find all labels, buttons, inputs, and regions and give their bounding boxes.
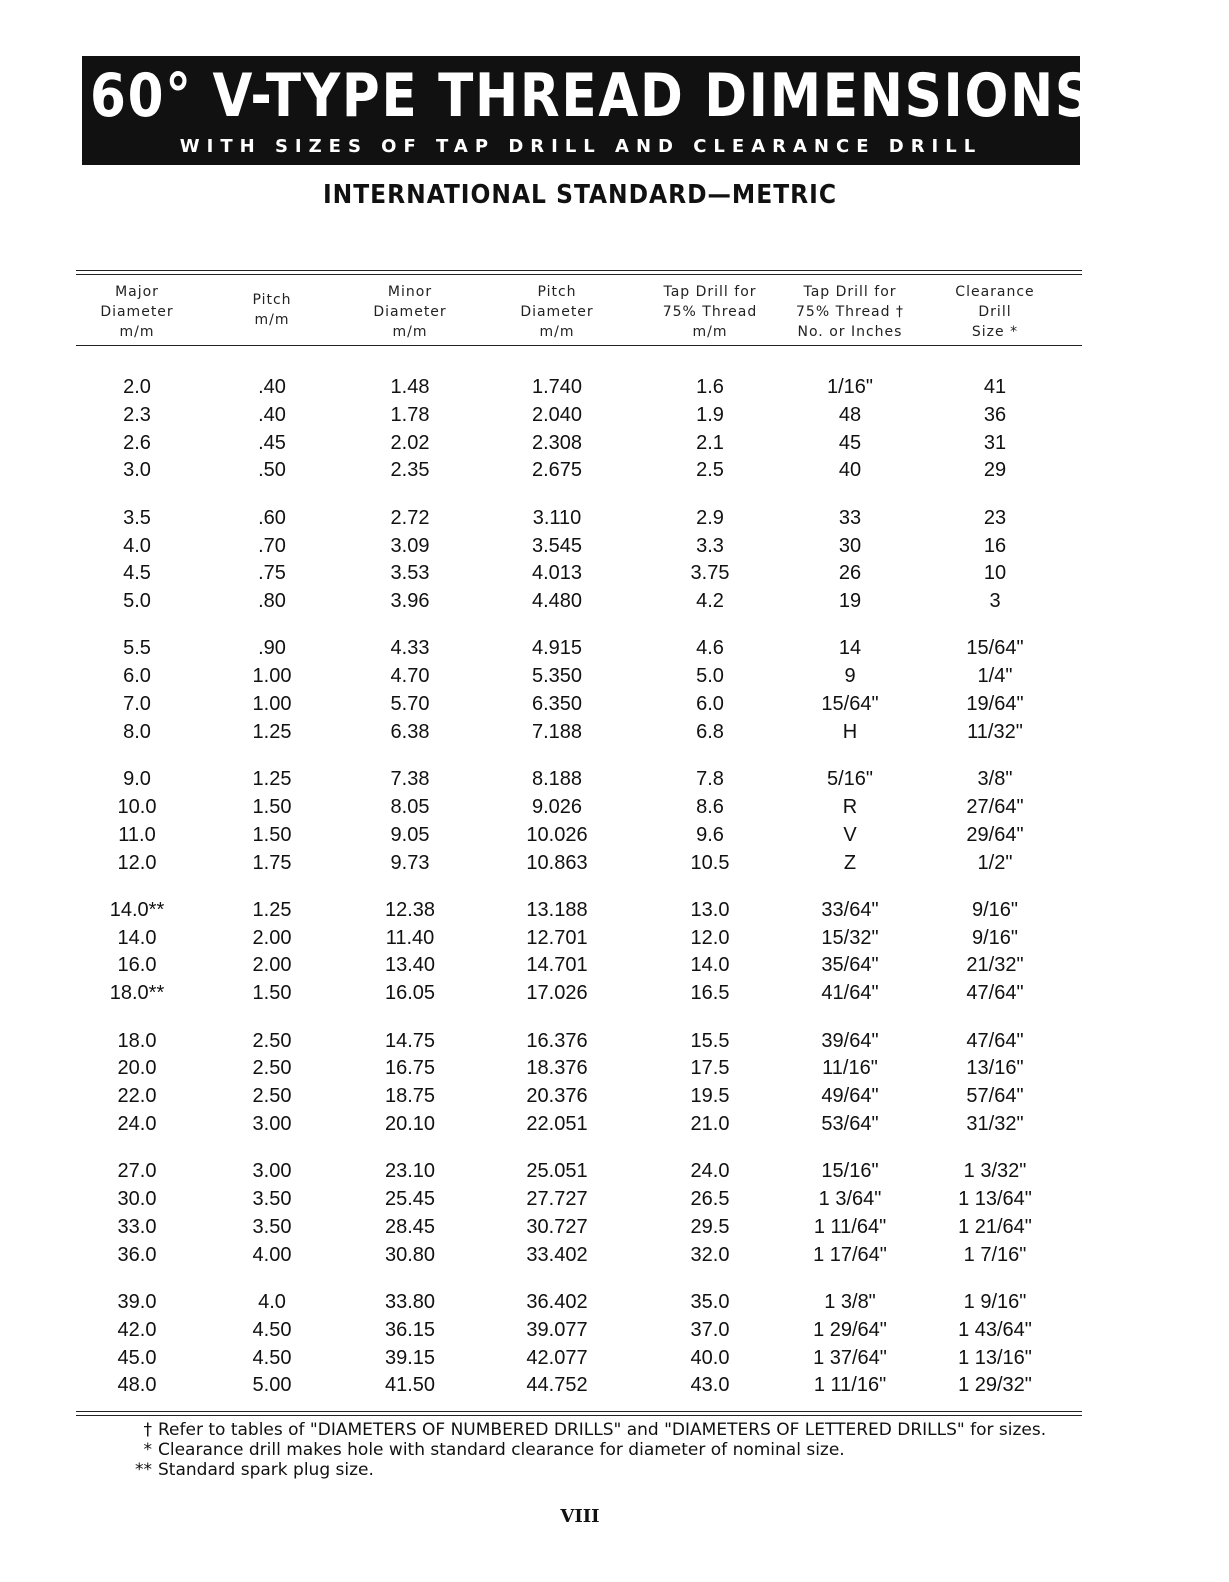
cell-minor-diameter: 14.75: [384, 1029, 436, 1052]
table-row: [0, 456, 1229, 484]
cell-tap-drill-inches: 1 11/16": [813, 1374, 887, 1397]
cell-pitch: 1.75: [252, 851, 292, 874]
cell-tap-drill-mm: 8.6: [696, 795, 724, 818]
cell-tap-drill-mm: 1.9: [696, 403, 724, 426]
cell-tap-drill-mm: 16.5: [690, 982, 730, 1005]
cell-minor-diameter: 7.38: [390, 768, 430, 791]
cell-tap-drill-inches: 11/16": [822, 1057, 878, 1080]
cell-clearance-drill: 9/16": [971, 898, 1019, 921]
cell-major-diameter: 2.6: [123, 431, 151, 454]
table-row: [0, 1288, 1229, 1316]
cell-clearance-drill: 29: [983, 459, 1007, 482]
cell-tap-drill-mm: 32.0: [690, 1243, 730, 1266]
footnote-text: Clearance drill makes hole with standard clearance for diameter of nominal size.: [158, 1440, 845, 1460]
cell-pitch-diameter: 2.040: [531, 403, 583, 426]
cell-pitch: 1.00: [252, 693, 292, 715]
cell-clearance-drill: 1 29/32": [958, 1374, 1032, 1397]
table-row: [0, 896, 1229, 924]
cell-pitch: 1.50: [252, 823, 292, 846]
cell-clearance-drill: 13/16": [966, 1057, 1024, 1080]
table-row: [0, 1027, 1229, 1055]
cell-pitch: 1.50: [252, 982, 292, 1005]
cell-minor-diameter: 3.53: [390, 562, 430, 585]
cell-minor-diameter: 41.50: [384, 1374, 436, 1397]
cell-minor-diameter: 2.35: [390, 459, 430, 482]
cell-tap-drill-inches: 35/64": [821, 954, 879, 977]
table-row: [0, 373, 1229, 401]
header-tap-drill-mm: Tap Drill for 75% Thread m/m: [662, 284, 758, 340]
cell-major-diameter: 27.0: [117, 1160, 157, 1183]
cell-minor-diameter: 2.72: [390, 506, 430, 529]
table-row: [0, 951, 1229, 979]
table-row: [0, 821, 1229, 849]
table-row: [0, 1082, 1229, 1110]
footnote-dagger: [118, 1420, 1058, 1440]
footnote-asterisk: [118, 1440, 1058, 1460]
cell-minor-diameter: 12.38: [384, 898, 436, 921]
cell-minor-diameter: 9.05: [390, 823, 430, 846]
cell-tap-drill-inches: 1 37/64": [813, 1346, 887, 1369]
footnote-text: Refer to tables of "DIAMETERS OF NUMBERED DRILLS" and "DIAMETERS OF LETTERED DRILLS" for sizes.: [158, 1420, 1047, 1440]
cell-tap-drill-mm: 13.0: [690, 898, 730, 921]
cell-minor-diameter: 4.70: [390, 665, 430, 688]
cell-clearance-drill: 31: [983, 431, 1007, 454]
cell-pitch: 1.25: [252, 720, 292, 743]
table-row: [0, 924, 1229, 952]
cell-minor-diameter: 30.80: [384, 1243, 436, 1266]
cell-pitch: 1.50: [252, 795, 292, 818]
table-row: [0, 559, 1229, 587]
cell-tap-drill-mm: 35.0: [690, 1290, 730, 1313]
cell-tap-drill-mm: 40.0: [690, 1346, 730, 1369]
cell-clearance-drill: 36: [983, 403, 1007, 426]
cell-tap-drill-inches: 9: [844, 665, 856, 688]
cell-pitch: 4.00: [252, 1243, 292, 1266]
cell-tap-drill-inches: 53/64": [821, 1112, 879, 1135]
cell-pitch-diameter: 14.701: [526, 954, 588, 977]
cell-pitch: .50: [258, 459, 286, 482]
cell-major-diameter: 18.0**: [109, 982, 165, 1005]
cell-tap-drill-mm: 4.6: [696, 637, 724, 660]
cell-tap-drill-inches: 1 17/64": [813, 1243, 887, 1266]
cell-tap-drill-inches: 5/16": [826, 768, 874, 791]
cell-minor-diameter: 28.45: [384, 1215, 436, 1238]
cell-major-diameter: 7.0: [123, 693, 151, 715]
cell-clearance-drill: 11/32": [967, 720, 1023, 743]
cell-minor-diameter: 11.40: [385, 926, 435, 949]
cell-pitch-diameter: 2.308: [531, 431, 583, 454]
cell-tap-drill-mm: 26.5: [690, 1188, 730, 1210]
cell-pitch-diameter: 4.915: [531, 637, 583, 660]
cell-tap-drill-inches: 26: [838, 562, 862, 585]
footnote-mark: **: [135, 1460, 152, 1480]
cell-major-diameter: 9.0: [123, 768, 151, 791]
cell-major-diameter: 10.0: [117, 795, 157, 818]
cell-pitch-diameter: 5.350: [531, 665, 583, 688]
cell-pitch-diameter: 1.740: [531, 376, 583, 398]
cell-major-diameter: 45.0: [117, 1346, 157, 1369]
cell-minor-diameter: 33.80: [384, 1290, 436, 1313]
cell-clearance-drill: 1 7/16": [963, 1243, 1027, 1266]
cell-pitch: 1.00: [252, 665, 292, 688]
cell-pitch-diameter: 27.727: [526, 1188, 588, 1210]
cell-tap-drill-mm: 21.0: [690, 1112, 730, 1135]
cell-minor-diameter: 25.45: [384, 1188, 436, 1210]
cell-minor-diameter: 39.15: [384, 1346, 436, 1369]
table-row: [0, 849, 1229, 877]
cell-pitch-diameter: 36.402: [526, 1290, 588, 1313]
cell-major-diameter: 33.0: [117, 1215, 157, 1238]
cell-clearance-drill: 1 3/32": [963, 1160, 1027, 1183]
cell-tap-drill-mm: 6.8: [696, 720, 724, 743]
cell-pitch-diameter: 8.188: [531, 768, 583, 791]
table-row: [0, 1054, 1229, 1082]
cell-pitch: .60: [258, 506, 286, 529]
cell-tap-drill-mm: 37.0: [690, 1318, 730, 1341]
header-rule: [76, 345, 1082, 346]
table-row: [0, 1185, 1229, 1213]
cell-tap-drill-mm: 12.0: [690, 926, 730, 949]
cell-pitch: 3.50: [252, 1188, 292, 1210]
cell-pitch: 4.50: [252, 1346, 292, 1369]
cell-pitch: 3.50: [252, 1215, 292, 1238]
cell-clearance-drill: 9/16": [971, 926, 1019, 949]
cell-minor-diameter: 18.75: [384, 1085, 436, 1108]
cell-clearance-drill: 1/2": [977, 851, 1013, 874]
cell-clearance-drill: 57/64": [966, 1085, 1024, 1108]
banner-title: 60° V-TYPE THREAD DIMENSIONS: [90, 61, 1094, 131]
cell-major-diameter: 30.0: [117, 1188, 157, 1210]
cell-pitch: .80: [258, 590, 286, 613]
table-top-rule-inner: [76, 274, 1082, 275]
cell-tap-drill-inches: 14: [838, 637, 862, 660]
title-banner: [82, 56, 1094, 165]
table-row: [0, 634, 1229, 662]
cell-major-diameter: 8.0: [123, 720, 151, 743]
cell-pitch-diameter: 39.077: [526, 1318, 588, 1341]
cell-major-diameter: 3.5: [123, 506, 151, 529]
table-row: [0, 1371, 1229, 1399]
cell-major-diameter: 5.5: [123, 637, 151, 660]
cell-clearance-drill: 1 13/16": [958, 1346, 1032, 1369]
cell-pitch: 1.25: [252, 768, 292, 791]
footnote-double-asterisk: [118, 1460, 1058, 1480]
table-row: [0, 1344, 1229, 1372]
cell-major-diameter: 6.0: [123, 665, 151, 688]
table-row: [0, 587, 1229, 615]
cell-pitch-diameter: 33.402: [526, 1243, 588, 1266]
cell-clearance-drill: 29/64": [966, 823, 1024, 846]
cell-pitch: 5.00: [252, 1374, 292, 1397]
cell-major-diameter: 4.0: [123, 534, 151, 557]
table-row: [0, 765, 1229, 793]
cell-tap-drill-mm: 3.75: [690, 562, 730, 585]
cell-pitch: 4.0: [258, 1290, 286, 1313]
footnote-text: Standard spark plug size.: [158, 1460, 374, 1480]
cell-clearance-drill: 27/64": [966, 795, 1024, 818]
cell-pitch-diameter: 12.701: [526, 926, 588, 949]
cell-pitch-diameter: 44.752: [526, 1374, 588, 1397]
cell-tap-drill-inches: 40: [838, 459, 862, 482]
cell-tap-drill-inches: 15/32": [821, 926, 879, 949]
cell-minor-diameter: 8.05: [390, 795, 430, 818]
cell-pitch: .40: [258, 376, 286, 398]
cell-tap-drill-mm: 14.0: [690, 954, 730, 977]
cell-major-diameter: 2.3: [123, 403, 151, 426]
cell-pitch-diameter: 20.376: [526, 1085, 588, 1108]
cell-tap-drill-mm: 29.5: [690, 1215, 730, 1238]
cell-tap-drill-mm: 17.5: [690, 1057, 730, 1080]
cell-clearance-drill: 15/64": [966, 637, 1024, 660]
cell-clearance-drill: 19/64": [966, 693, 1024, 715]
table-row: [0, 1110, 1229, 1138]
cell-pitch-diameter: 13.188: [526, 898, 588, 921]
cell-tap-drill-inches: 15/64": [821, 693, 879, 715]
cell-tap-drill-inches: Z: [843, 851, 857, 874]
cell-clearance-drill: 1 13/64": [958, 1188, 1032, 1210]
cell-clearance-drill: 16: [983, 534, 1007, 557]
footnote-mark: †: [143, 1420, 152, 1440]
footnote-mark: *: [143, 1440, 152, 1460]
cell-tap-drill-mm: 5.0: [696, 665, 724, 688]
cell-tap-drill-inches: V: [843, 823, 857, 846]
cell-clearance-drill: 10: [983, 562, 1007, 585]
header-tap-drill-inches: Tap Drill for 75% Thread † No. or Inches: [796, 284, 904, 340]
cell-pitch-diameter: 22.051: [526, 1112, 588, 1135]
cell-major-diameter: 3.0: [123, 459, 151, 482]
table-row: [0, 690, 1229, 718]
cell-clearance-drill: 3/8": [977, 768, 1013, 791]
cell-minor-diameter: 6.38: [390, 720, 430, 743]
cell-clearance-drill: 1 21/64": [958, 1215, 1032, 1238]
cell-major-diameter: 14.0**: [109, 898, 165, 921]
cell-tap-drill-mm: 7.8: [696, 768, 724, 791]
cell-minor-diameter: 36.15: [384, 1318, 436, 1341]
cell-major-diameter: 20.0: [117, 1057, 157, 1080]
cell-tap-drill-inches: 1 3/8": [824, 1290, 876, 1313]
cell-pitch-diameter: 25.051: [526, 1160, 588, 1183]
table-row: [0, 532, 1229, 560]
table-bottom-rule: [76, 1411, 1082, 1412]
cell-major-diameter: 2.0: [123, 376, 151, 398]
cell-tap-drill-inches: 15/16": [821, 1160, 879, 1183]
cell-minor-diameter: 3.09: [390, 534, 430, 557]
cell-tap-drill-inches: 39/64": [821, 1029, 879, 1052]
cell-pitch-diameter: 42.077: [526, 1346, 588, 1369]
table-row: [0, 1316, 1229, 1344]
cell-minor-diameter: 3.96: [390, 590, 430, 613]
cell-major-diameter: 5.0: [123, 590, 151, 613]
table-row: [0, 662, 1229, 690]
cell-minor-diameter: 2.02: [390, 431, 430, 454]
cell-pitch: .40: [258, 403, 286, 426]
cell-pitch: 3.00: [252, 1160, 292, 1183]
cell-tap-drill-mm: 19.5: [690, 1085, 730, 1108]
cell-tap-drill-inches: 33/64": [821, 898, 879, 921]
cell-pitch-diameter: 3.545: [531, 534, 583, 557]
banner-subtitle: WITH SIZES OF TAP DRILL AND CLEARANCE DRILL: [179, 136, 983, 157]
cell-pitch-diameter: 3.110: [532, 506, 582, 529]
cell-tap-drill-inches: 45: [838, 431, 862, 454]
cell-major-diameter: 24.0: [117, 1112, 157, 1135]
cell-pitch-diameter: 9.026: [531, 795, 583, 818]
cell-major-diameter: 42.0: [117, 1318, 157, 1341]
header-minor-diameter: Minor Diameter m/m: [373, 284, 447, 340]
cell-major-diameter: 39.0: [117, 1290, 157, 1313]
cell-minor-diameter: 16.05: [384, 982, 436, 1005]
cell-tap-drill-mm: 3.3: [696, 534, 724, 557]
cell-pitch-diameter: 7.188: [531, 720, 583, 743]
cell-clearance-drill: 47/64": [966, 1029, 1024, 1052]
cell-clearance-drill: 1 9/16": [963, 1290, 1027, 1313]
cell-tap-drill-inches: 19: [838, 590, 862, 613]
cell-major-diameter: 22.0: [117, 1085, 157, 1108]
cell-pitch: .45: [258, 431, 286, 454]
cell-tap-drill-mm: 1.6: [696, 376, 724, 398]
cell-minor-diameter: 1.78: [390, 403, 430, 426]
cell-pitch: 2.50: [252, 1057, 292, 1080]
cell-pitch-diameter: 10.026: [526, 823, 588, 846]
table-row: [0, 504, 1229, 532]
cell-clearance-drill: 1/4": [977, 665, 1013, 688]
cell-tap-drill-mm: 10.5: [690, 851, 730, 874]
cell-major-diameter: 48.0: [117, 1374, 157, 1397]
cell-pitch-diameter: 16.376: [526, 1029, 588, 1052]
table-row: [0, 1213, 1229, 1241]
table-bottom-rule-inner: [76, 1415, 1082, 1416]
cell-clearance-drill: 21/32": [966, 954, 1024, 977]
cell-pitch: .90: [258, 637, 286, 660]
cell-tap-drill-inches: 41/64": [821, 982, 879, 1005]
cell-tap-drill-inches: 33: [838, 506, 862, 529]
cell-tap-drill-inches: 30: [838, 534, 862, 557]
cell-pitch: 4.50: [252, 1318, 292, 1341]
table-row: [0, 401, 1229, 429]
cell-clearance-drill: 41: [983, 376, 1007, 398]
cell-minor-diameter: 9.73: [390, 851, 430, 874]
cell-major-diameter: 18.0: [117, 1029, 157, 1052]
cell-pitch: 2.50: [252, 1085, 292, 1108]
cell-pitch: 2.00: [252, 926, 292, 949]
cell-tap-drill-mm: 2.1: [696, 431, 724, 454]
cell-tap-drill-inches: 49/64": [821, 1085, 879, 1108]
footnotes: [118, 1420, 1058, 1480]
cell-tap-drill-mm: 43.0: [690, 1374, 730, 1397]
cell-clearance-drill: 3: [989, 590, 1001, 613]
table-row: [0, 793, 1229, 821]
cell-pitch-diameter: 18.376: [526, 1057, 588, 1080]
cell-pitch: 2.50: [252, 1029, 292, 1052]
cell-minor-diameter: 23.10: [384, 1160, 436, 1183]
cell-pitch-diameter: 30.727: [526, 1215, 588, 1238]
cell-minor-diameter: 1.48: [390, 376, 430, 398]
header-pitch: Pitch m/m: [252, 292, 292, 328]
header-pitch-diameter: Pitch Diameter m/m: [520, 284, 594, 340]
cell-pitch: 3.00: [252, 1112, 292, 1135]
section-title: INTERNATIONAL STANDARD—METRIC: [322, 180, 838, 210]
cell-pitch: 1.25: [252, 898, 292, 921]
table-row: [0, 1241, 1229, 1269]
cell-tap-drill-inches: 48: [838, 403, 862, 426]
table-row: [0, 1157, 1229, 1185]
cell-pitch: .75: [258, 562, 286, 585]
header-clearance-drill: Clearance Drill Size *: [955, 284, 1035, 340]
table-row: [0, 979, 1229, 1007]
cell-tap-drill-inches: 1 11/64": [813, 1215, 887, 1238]
cell-tap-drill-inches: 1 29/64": [813, 1318, 887, 1341]
cell-major-diameter: 4.5: [123, 562, 151, 585]
cell-pitch: 2.00: [252, 954, 292, 977]
cell-minor-diameter: 5.70: [390, 693, 430, 715]
page-number: VIII: [560, 1506, 600, 1527]
cell-clearance-drill: 1 43/64": [958, 1318, 1032, 1341]
cell-tap-drill-mm: 6.0: [696, 693, 724, 715]
cell-minor-diameter: 20.10: [384, 1112, 436, 1135]
cell-major-diameter: 16.0: [117, 954, 157, 977]
cell-minor-diameter: 16.75: [384, 1057, 436, 1080]
cell-tap-drill-mm: 2.9: [696, 506, 724, 529]
cell-pitch-diameter: 17.026: [526, 982, 588, 1005]
cell-major-diameter: 12.0: [117, 851, 157, 874]
cell-tap-drill-inches: 1 3/64": [818, 1188, 882, 1210]
cell-tap-drill-inches: R: [842, 795, 858, 818]
cell-pitch-diameter: 4.013: [531, 562, 583, 585]
table-row: [0, 718, 1229, 746]
cell-minor-diameter: 13.40: [384, 954, 436, 977]
table-top-rule: [76, 270, 1082, 271]
cell-major-diameter: 36.0: [117, 1243, 157, 1266]
cell-major-diameter: 14.0: [117, 926, 157, 949]
cell-pitch: .70: [258, 534, 286, 557]
cell-tap-drill-mm: 24.0: [690, 1160, 730, 1183]
header-major-diameter: Major Diameter m/m: [100, 284, 174, 340]
cell-tap-drill-mm: 2.5: [696, 459, 724, 482]
cell-minor-diameter: 4.33: [390, 637, 430, 660]
cell-pitch-diameter: 6.350: [531, 693, 583, 715]
cell-pitch-diameter: 10.863: [526, 851, 588, 874]
cell-pitch-diameter: 4.480: [531, 590, 583, 613]
cell-tap-drill-mm: 15.5: [690, 1029, 730, 1052]
cell-tap-drill-mm: 4.2: [696, 590, 724, 613]
cell-tap-drill-inches: H: [842, 720, 858, 743]
cell-tap-drill-inches: 1/16": [826, 376, 874, 398]
cell-major-diameter: 11.0: [118, 823, 156, 846]
cell-pitch-diameter: 2.675: [531, 459, 583, 482]
cell-clearance-drill: 47/64": [966, 982, 1024, 1005]
cell-tap-drill-mm: 9.6: [696, 823, 724, 846]
cell-clearance-drill: 23: [983, 506, 1007, 529]
cell-clearance-drill: 31/32": [966, 1112, 1024, 1135]
table-row: [0, 429, 1229, 457]
